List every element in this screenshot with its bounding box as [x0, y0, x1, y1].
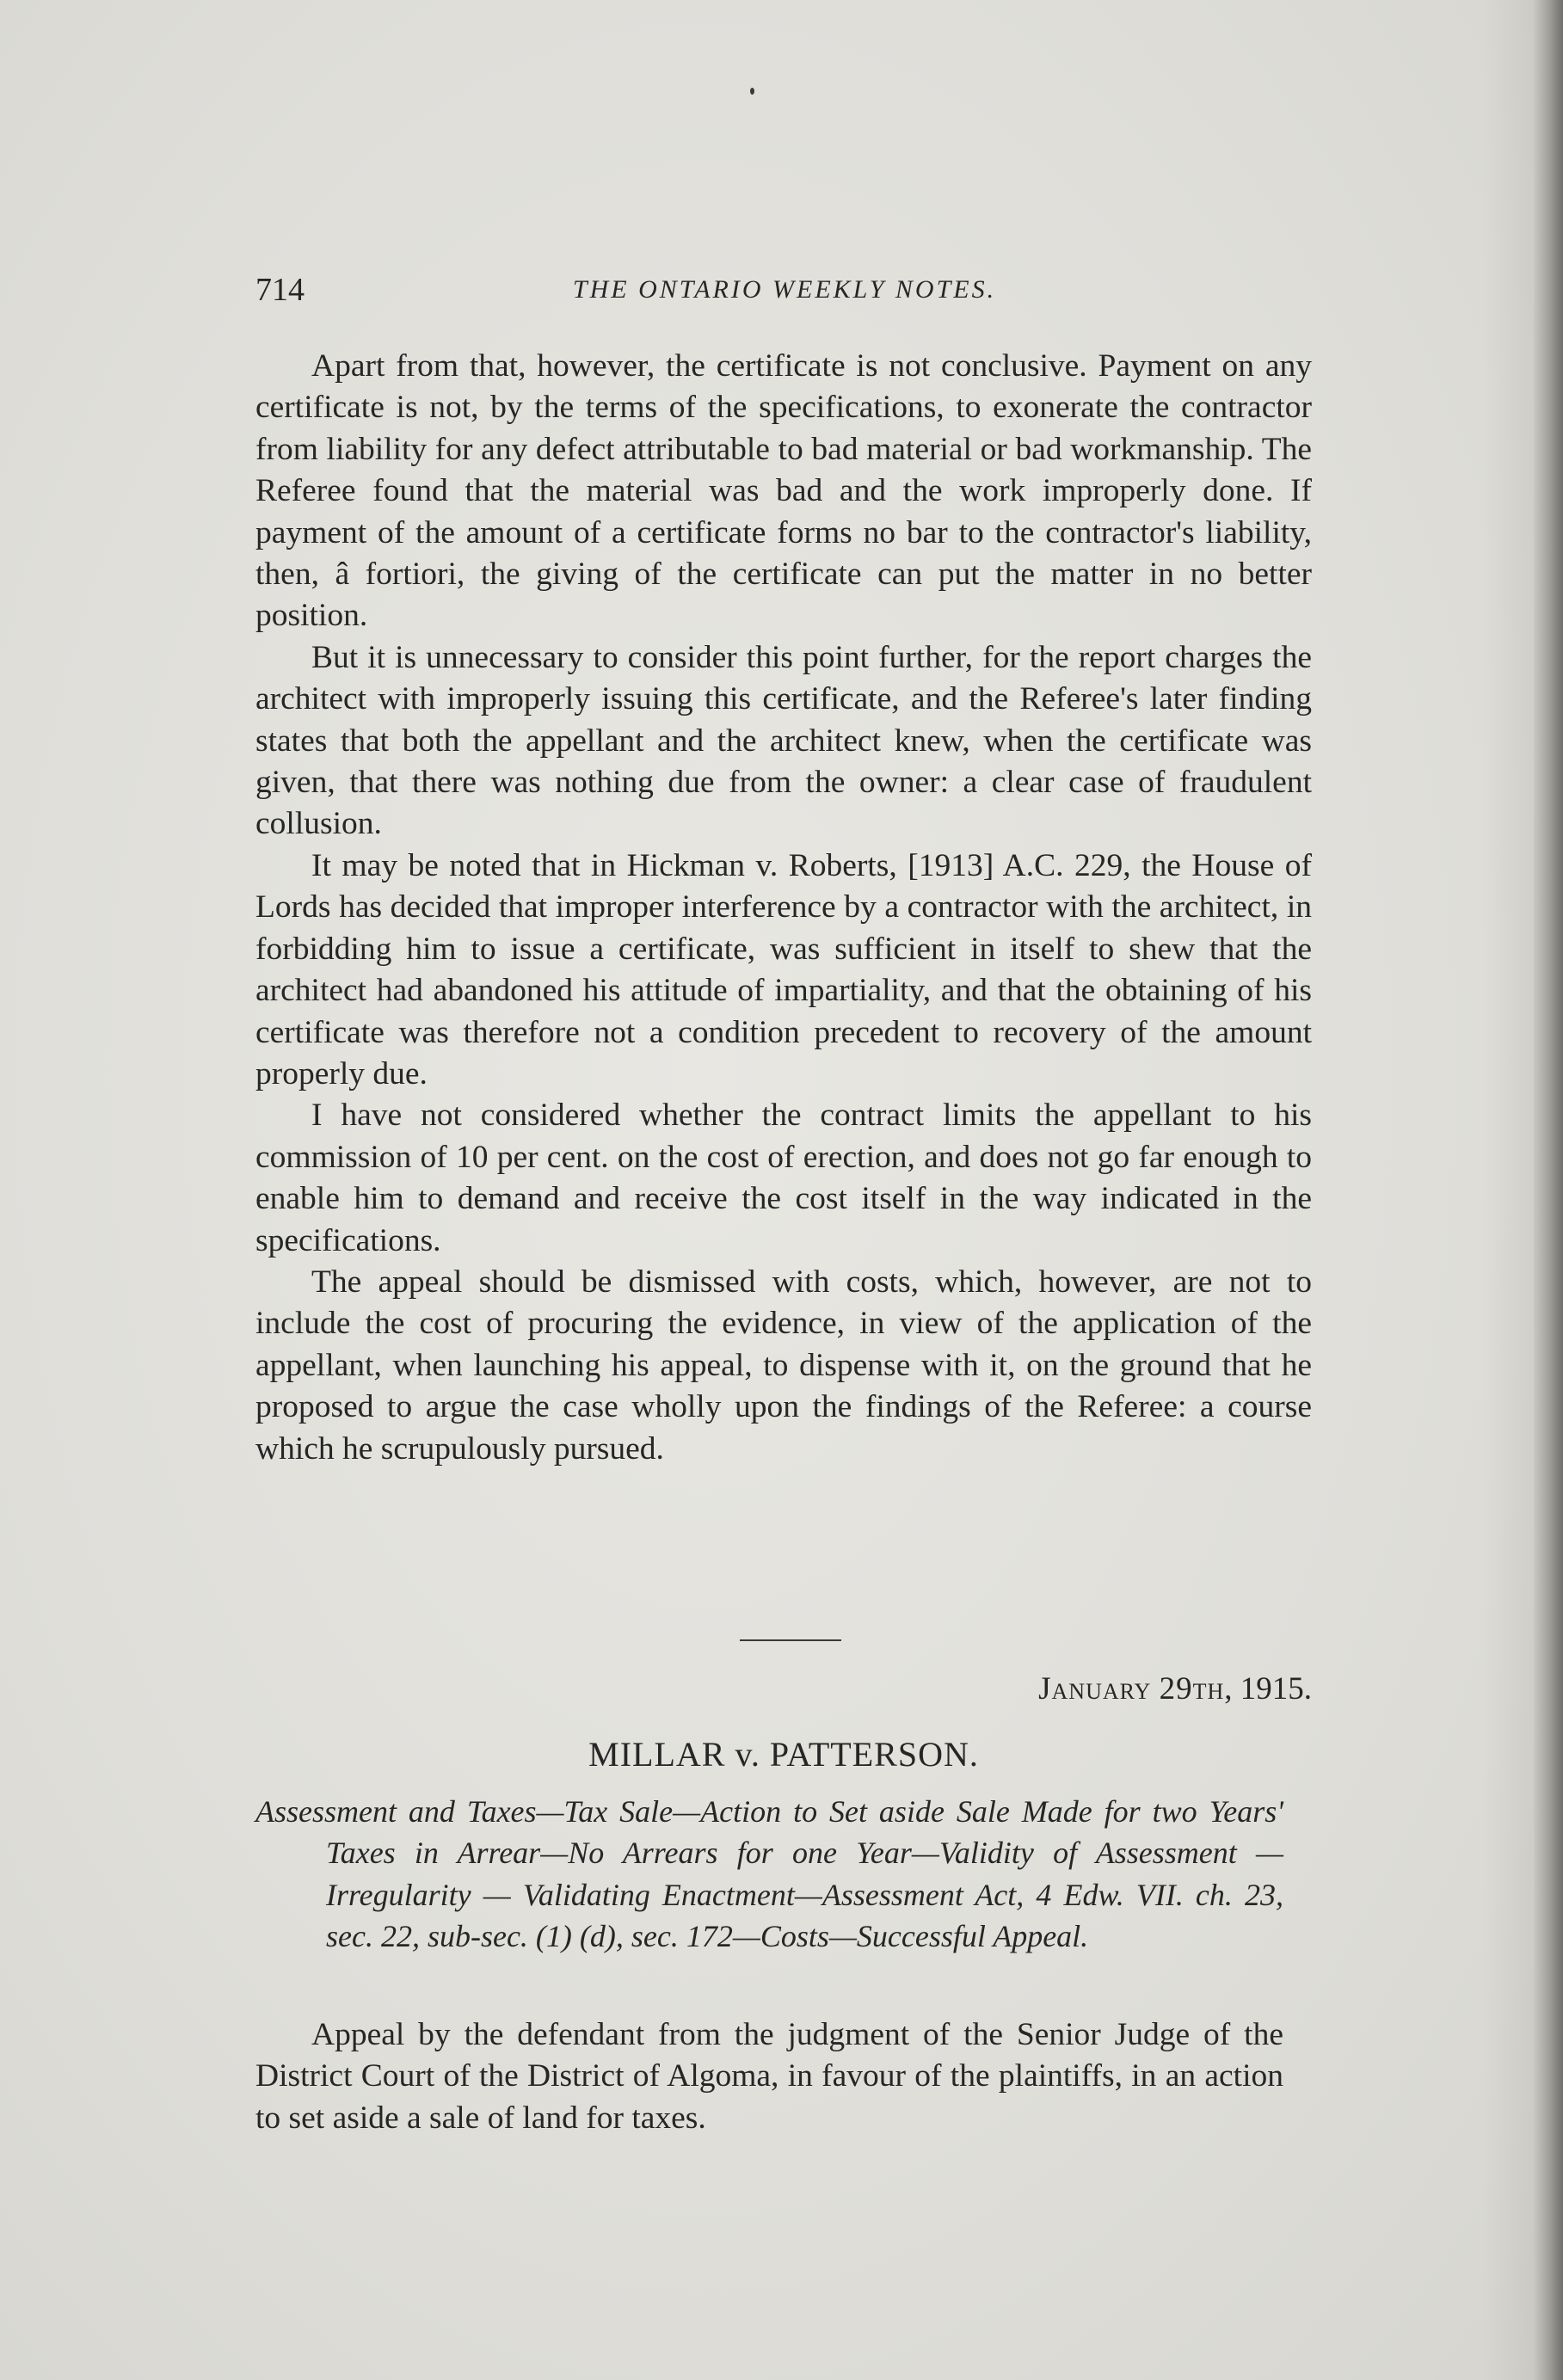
paragraph: I have not considered whether the contract limits the appellant to his commission of 10 per cent. on the cost of erection, and does not go far enough to enable him to demand and receive the cost itself in the way indicated in the specifications. — [255, 1098, 1312, 1258]
page-header — [255, 268, 1314, 311]
case-headnote: Assessment and Taxes—Tax Sale—Action to Set aside Sale Made for two Years' Taxes in Arrear—No Arrears for one Year—Validity of Assessment — Irregularity — Validating Enactment—Assessment Act, 4 Edw. VII. ch. 23, sec. 22, sub-sec. (1) (d), sec. 172—Costs—Successful Appeal. — [255, 1794, 1283, 1954]
paragraph: But it is unnecessary to consider this point further, for the report charges the architect with improperly issuing this certificate, and the Referee's later finding states that both the appellant and the architect knew, when the certificate was given, that there was nothing due from the owner: a clear case of fraudulent collusion. — [255, 639, 1312, 842]
gutter-shadow — [1482, 0, 1534, 2380]
page-number: 714 — [255, 272, 305, 308]
paragraph: The appeal should be dismissed with costs, which, however, are not to include the cost of procuring the evidence, in view of the application of the appellant, when launching his appeal, to dispense with it, on the ground that he proposed to argue the case wholly upon the findings of the Referee: a course which he scrupulously pursued. — [255, 1264, 1312, 1467]
running-head: THE ONTARIO WEEKLY NOTES. — [572, 275, 997, 304]
decision-date — [255, 1669, 1312, 1710]
appeal-paragraph: Appeal by the defendant from the judgment of the Senior Judge of the District Court of the District of Algoma, in favour of the plaintiffs, in an action to set aside a sale of land for taxes. — [255, 2017, 1283, 2136]
case-title: MILLAR v. PATTERSON. — [588, 1735, 979, 1774]
date-month: January — [1038, 1671, 1152, 1707]
paragraph: Apart from that, however, the certificate is not conclusive. Payment on any certificate is not, by the terms of the specifications, to exonerate the contractor from liability for any defect attributable to bad material or bad workmanship. The Referee found that the material was bad and the work improperly done. If payment of the amount of a certificate forms no bar to the contractor's liability, then, â fortiori, the giving of the certificate can put the matter in no better position. — [255, 348, 1312, 634]
section-divider — [740, 1639, 841, 1641]
paragraph: It may be noted that in Hickman v. Roberts, [1913] A.C. 229, the House of Lords has decided that improper interference by a contractor with the architect, in forbidding him to issue a certificate, was sufficient in itself to shew that the architect had abandoned his attitude of impartiality, and that the obtaining of his certificate was therefore not a condition precedent to recovery of the amount properly due. — [255, 847, 1312, 1092]
judgment-text — [255, 346, 1312, 1470]
date-day: 29th — [1159, 1671, 1225, 1707]
book-spine-edge — [1534, 0, 1563, 2380]
ink-speck — [750, 88, 754, 95]
date-year: , 1915. — [1224, 1671, 1312, 1707]
